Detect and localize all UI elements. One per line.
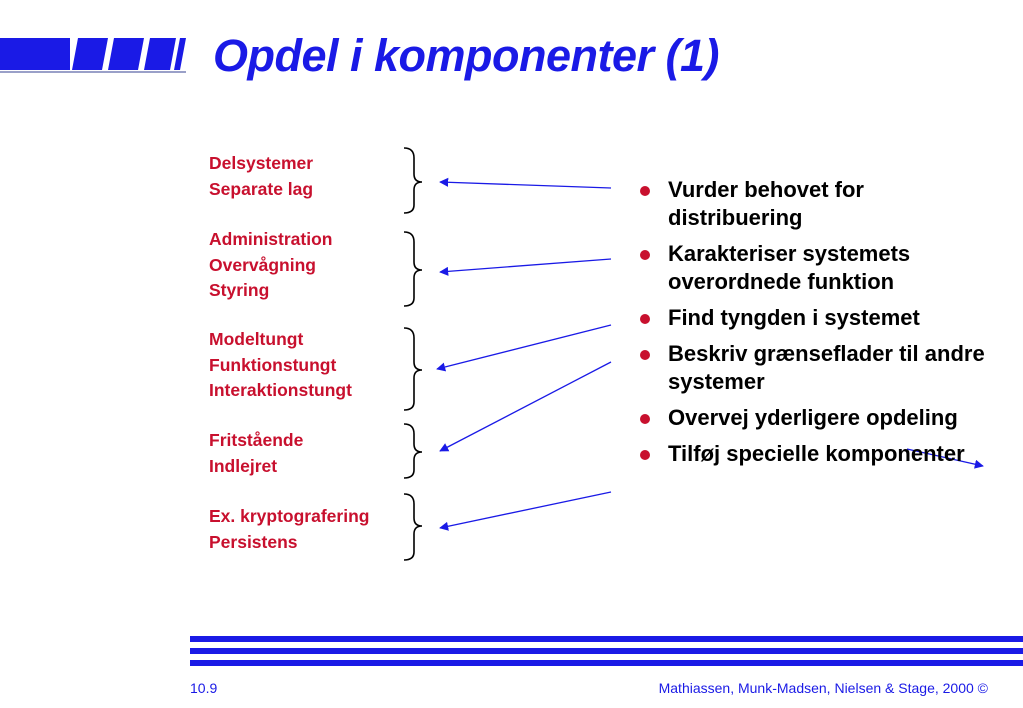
footer-credit: Mathiassen, Munk-Madsen, Nielsen & Stage, 2000 © (658, 680, 988, 696)
group-line: Separate lag (209, 178, 314, 199)
bullet-dot-icon (640, 414, 650, 424)
group-line: Persistens (209, 531, 298, 552)
right-brace (404, 148, 422, 213)
list-item (640, 440, 990, 468)
bullet-text: Overvej yderligere opdeling (668, 405, 958, 430)
group-line: Administration (209, 229, 333, 249)
arrow-line (437, 325, 611, 369)
bullet-dot-icon (640, 186, 650, 196)
list-item (640, 304, 990, 332)
group-line: Ex. kryptografering (209, 506, 370, 526)
bullet-text: Beskriv grænseflader til andre systemer (668, 341, 985, 394)
right-brace (404, 494, 422, 560)
arrow-line (440, 182, 611, 188)
arrow-line (440, 362, 611, 451)
arrow-line (440, 492, 611, 528)
bullet-text: Find tyngden i systemet (668, 305, 920, 330)
bullet-dot-icon (640, 250, 650, 260)
bullet-text: Vurder behovet for distribuering (668, 177, 864, 230)
bullet-dot-icon (640, 450, 650, 460)
group-line: Modeltungt (209, 329, 304, 349)
group-line: Styring (209, 280, 270, 300)
group-line: Funktionstungt (209, 354, 337, 375)
bullet-text: Karakteriser systemets overordnede funktion (668, 241, 911, 294)
list-item (640, 404, 990, 432)
braces (404, 148, 422, 560)
right-brace (404, 232, 422, 306)
bullet-text: Tilføj specielle komponenter (668, 441, 965, 466)
list-item (640, 176, 990, 232)
footer-stripes (190, 636, 1023, 670)
bullet-list (640, 176, 990, 476)
right-brace (404, 328, 422, 410)
group-line: Overvågning (209, 254, 316, 275)
list-item (640, 240, 990, 296)
list-item (640, 340, 990, 396)
page-number: 10.9 (190, 680, 218, 696)
bullet-dot-icon (640, 350, 650, 360)
group-line: Delsystemer (209, 153, 314, 173)
page-title: Opdel i komponenter (1) (213, 30, 720, 81)
bullet-dot-icon (640, 314, 650, 324)
right-brace (404, 424, 422, 478)
group-line: Indlejret (209, 455, 278, 476)
group-line: Interaktionstungt (209, 380, 352, 400)
group-line: Fritstående (209, 430, 304, 450)
arrow-line (440, 259, 611, 272)
